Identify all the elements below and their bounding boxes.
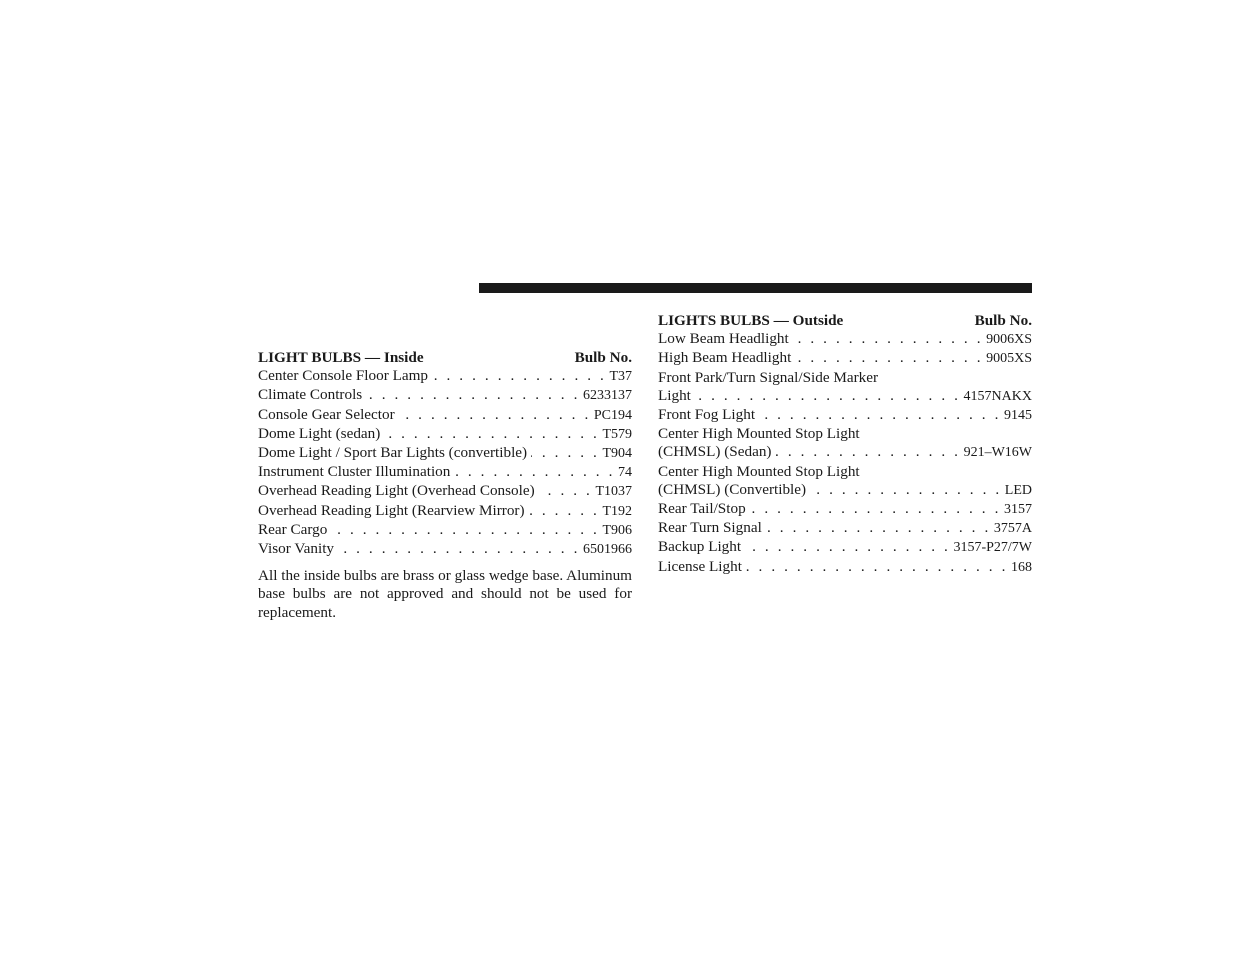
- bulb-label: Visor Vanity: [258, 540, 335, 558]
- bulb-row: [658, 443, 1032, 462]
- bulb-row: [658, 349, 1032, 368]
- bulb-label: Instrument Cluster Illumination: [258, 463, 451, 481]
- bulb-label: Center Console Floor Lamp: [258, 367, 428, 385]
- bulb-label: Rear Tail/Stop: [658, 500, 746, 518]
- bulb-label: Low Beam Headlight: [658, 330, 789, 348]
- bulb-number: 6233137: [583, 388, 632, 404]
- bulb-number: PC194: [593, 407, 632, 423]
- bulb-label: Dome Light (sedan): [258, 424, 381, 442]
- bulb-label: (CHMSL) (Sedan): [658, 443, 772, 461]
- bulb-number: 9006XS: [986, 332, 1032, 348]
- bulb-row: [658, 481, 1032, 500]
- bulb-number: T579: [602, 426, 632, 442]
- bulb-row: [258, 444, 632, 463]
- bulb-label-line1: Center High Mounted Stop Light: [658, 462, 860, 480]
- bulb-number: 921–W16W: [963, 445, 1032, 461]
- outside-bulbs-section: [658, 312, 1032, 577]
- bulb-number: 3757A: [993, 521, 1032, 537]
- bulb-row: [258, 386, 632, 405]
- bulb-row: [258, 406, 632, 425]
- bulb-number: 3157-P27/7W: [953, 540, 1032, 556]
- bulb-number: 4157NAKX: [963, 388, 1032, 404]
- inside-bulbs-note: All the inside bulbs are brass or glass wedge base. Aluminum base bulbs are not approved and should not be used for replacement.: [258, 567, 632, 621]
- bulb-row: [658, 538, 1032, 557]
- bulb-number: 9145: [1004, 408, 1032, 424]
- inside-bulbs-section: [258, 349, 632, 622]
- bulb-label-line1: Center High Mounted Stop Light: [658, 425, 860, 443]
- bulb-row: [258, 425, 632, 444]
- bulb-label: Rear Cargo: [258, 520, 328, 538]
- bulb-label: Light: [658, 386, 691, 404]
- bulb-number: T1037: [595, 484, 632, 500]
- bulb-row: [658, 406, 1032, 425]
- outside-header-col: Bulb No.: [974, 312, 1032, 329]
- bulb-row: [258, 463, 632, 482]
- bulb-label: High Beam Headlight: [658, 349, 792, 367]
- bulb-row: [658, 500, 1032, 519]
- bulb-row: [258, 521, 632, 540]
- bulb-row: [658, 558, 1032, 577]
- bulb-number: T192: [602, 503, 632, 519]
- inside-bulbs-header: [258, 349, 632, 367]
- bulb-number: 3157: [1004, 502, 1032, 518]
- bulb-number: T904: [602, 446, 632, 462]
- bulb-row: [658, 387, 1032, 406]
- bulb-row: [258, 482, 632, 501]
- bulb-label: Overhead Reading Light (Rearview Mirror): [258, 501, 525, 519]
- bulb-row: [258, 367, 632, 386]
- section-rule: [479, 283, 1032, 293]
- bulb-number: 9005XS: [986, 351, 1032, 367]
- bulb-label: Overhead Reading Light (Overhead Console): [258, 482, 535, 500]
- bulb-label: Climate Controls: [258, 386, 363, 404]
- outside-bulbs-header: [658, 312, 1032, 330]
- bulb-number: T37: [609, 369, 632, 385]
- bulb-number: LED: [1004, 482, 1032, 498]
- bulb-label: Rear Turn Signal: [658, 519, 762, 537]
- bulb-number: 74: [618, 465, 632, 481]
- bulb-row: [258, 502, 632, 521]
- bulb-label-line1: Front Park/Turn Signal/Side Marker: [658, 368, 879, 386]
- bulb-label: Front Fog Light: [658, 406, 756, 424]
- bulb-number: 6501966: [583, 542, 632, 558]
- bulb-number: 168: [1011, 559, 1032, 575]
- bulb-row: [258, 540, 632, 559]
- bulb-label: Console Gear Selector: [258, 405, 395, 423]
- bulb-row: [658, 330, 1032, 349]
- bulb-row: [658, 519, 1032, 538]
- inside-header-col: Bulb No.: [574, 349, 632, 366]
- inside-header-title: LIGHT BULBS — Inside: [258, 349, 424, 366]
- bulb-number: T906: [602, 522, 632, 538]
- outside-header-title: LIGHTS BULBS — Outside: [658, 312, 844, 329]
- bulb-label: License Light: [658, 557, 742, 575]
- bulb-label: (CHMSL) (Convertible): [658, 480, 807, 498]
- bulb-label: Dome Light / Sport Bar Lights (convertible): [258, 444, 528, 462]
- bulb-label: Backup Light: [658, 538, 742, 556]
